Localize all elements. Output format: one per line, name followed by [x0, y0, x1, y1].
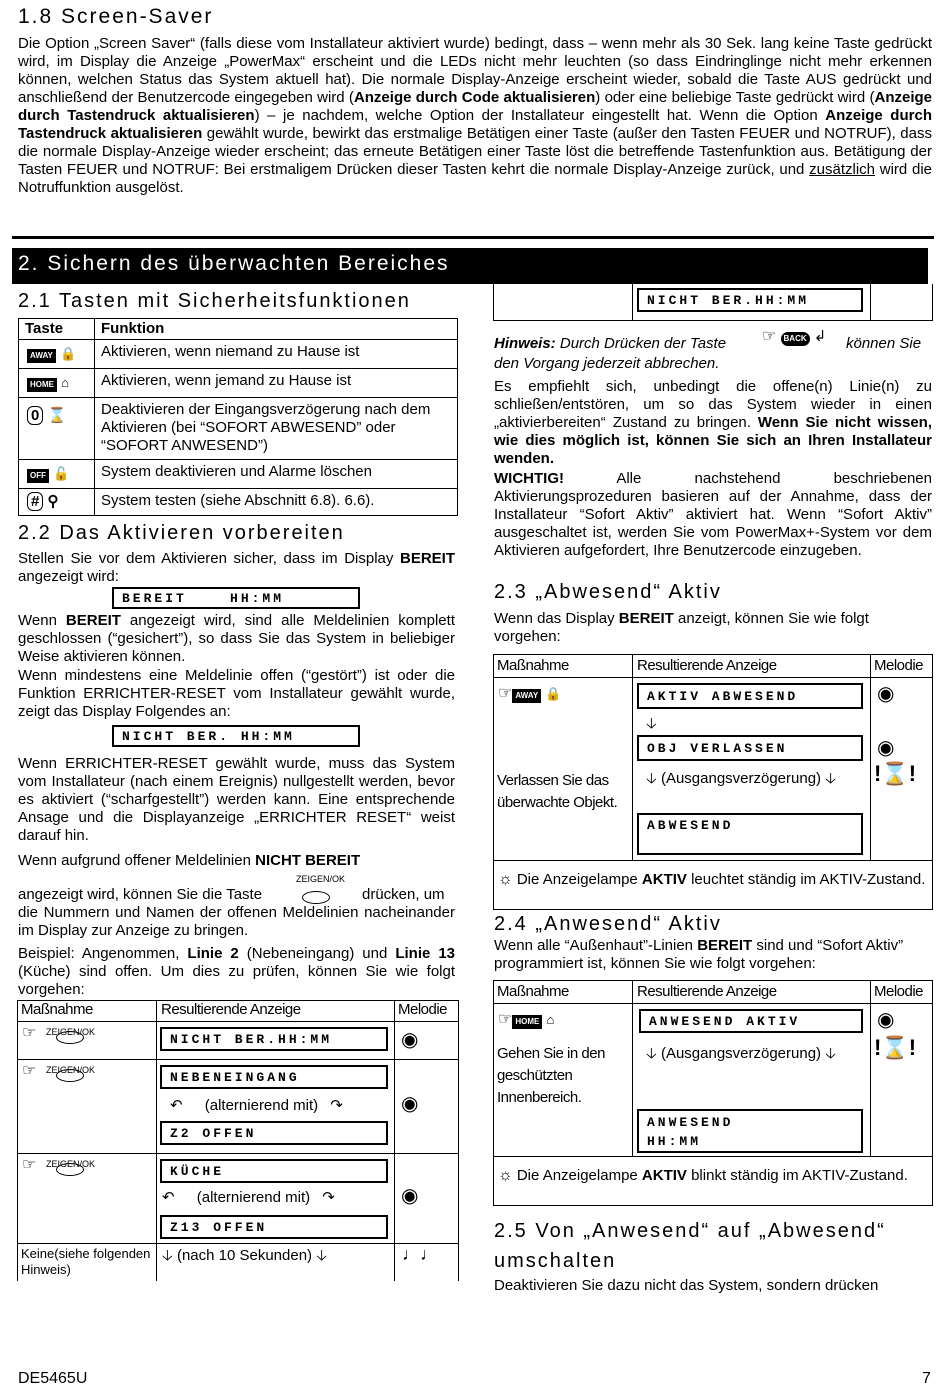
- away-key-icon: AWAY 🔒: [27, 345, 76, 363]
- lcd-kueche: KÜCHE: [160, 1159, 388, 1183]
- section-2-4-title: 2.4 „Anwesend“ Aktiv: [494, 913, 722, 935]
- hourglass-icon: !⌛!: [874, 761, 917, 786]
- hinweis: Hinweis: Durch Drücken der Taste: [494, 335, 727, 352]
- col-melodie: Melodie: [874, 657, 924, 674]
- lcd-anwesend-hhmm: ANWESEND HH:MM: [637, 1109, 863, 1153]
- col-funktion: Funktion: [101, 320, 165, 337]
- col-massnahme: Maßnahme: [497, 657, 569, 674]
- abwesend-table: [493, 654, 933, 861]
- lcd-bereit: BEREIT HH:MM: [112, 587, 360, 609]
- away-press-icon: ☞ AWAY 🔒: [498, 685, 562, 702]
- hinweis-end: den Vorgang jederzeit abbrechen.: [494, 355, 720, 372]
- speaker-icon: ◉: [877, 683, 895, 705]
- s24-p1: Wenn alle “Außenhaut”-Linien BEREIT sind und “Sofort Aktiv” programmiert ist, können Sie wie folgt vorgehen:: [494, 937, 904, 972]
- back-key-icon: ☞ BACK ↲: [762, 328, 827, 345]
- table-row: Aktivieren, wenn niemand zu Hause ist: [101, 343, 360, 360]
- lcd-nicht-bereit: NICHT BER. HH:MM: [112, 725, 360, 747]
- abwesend-note: [493, 859, 933, 910]
- hourglass-icon: !⌛!: [874, 1035, 917, 1060]
- section-2-2-title: 2.2 Das Aktivieren vorbereiten: [18, 522, 345, 544]
- section-2-title: 2. Sichern des überwachten Bereiches: [18, 252, 450, 275]
- zeigen-ok-key: ZEIGEN/OK: [296, 870, 345, 906]
- col-massnahme: Maßnahme: [497, 983, 569, 1000]
- col-anzeige: Resultierende Anzeige: [637, 983, 777, 1000]
- section-1-8-text: Die Option „Screen Saver“ (falls diese vom Installateur aktiviert wurde) bedingt, dass – wenn mehr als 30 Sek. lang keine Taste gedrückt wird, im Display die Anzeige „PowerMax“ erscheint und die LEDs nicht mehr leuchten (so dass Eindringlinge nicht mehr erkennen können, welchen Status das System aktuell hat). Die normale Display-Anzeige erscheint wieder, sobald die Taste AUS gedrückt und anschließend der Benutzercode eingegeben wird (Anzeige durch Code aktualisieren) oder eine beliebige Taste gedrückt wird (Anzeige durch Tastendruck aktualisieren) – je nachdem, welche Option der Installateur eingestellt hat. Wenn die Option Anzeige durch Tastendruck aktualisieren gewählt wurde, bewirkt das erstmalige Betätigen einer Taste (außer den Tasten FEUER und NOTRUF), dass die normale Display-Anzeige wieder erscheint; das erneute Betätigen einer Taste löst die betreffende Tastenfunktion aus. Betätigung der Tasten FEUER und NOTRUF: Bei erstmaligem Drücken dieser Tasten kehrt die normale Display-Anzeige zurück, und zusätzlich wird die Notruffunktion ausgelöst.: [18, 35, 932, 196]
- alternate-row: ↶ (alternierend mit) ↷: [170, 1097, 343, 1114]
- col-anzeige: Resultierende Anzeige: [637, 657, 777, 674]
- section-2-3-title: 2.3 „Abwesend“ Aktiv: [494, 581, 722, 603]
- section-2-banner: [12, 248, 928, 284]
- alternate-row: ↶ (alternierend mit) ↷: [162, 1189, 335, 1206]
- lcd-obj-verlassen: OBJ VERLASSEN: [637, 735, 863, 761]
- lcd-z13-offen: Z13 OFFEN: [160, 1215, 388, 1239]
- instant-key-icon: 0 ⌛: [27, 407, 66, 425]
- s22-p3: Wenn mindestens eine Meldelinie offen (“gestört”) ist oder die Funktion ERRICHTER-RESET vom Installateur gewählt wurde, zeigt das Display Folgendes an:: [18, 667, 455, 720]
- table-row: Aktivieren, wenn jemand zu Hause ist: [101, 372, 352, 389]
- ausgang: 🡣 (Ausgangsverzögerung) 🡣: [646, 1045, 836, 1062]
- s25-p1: Deaktivieren Sie dazu nicht das System, sondern drücken: [494, 1277, 879, 1294]
- table-row: Deaktivieren der Eingangsverzögerung nach dem Aktivieren (bei “SOFORT ABWESEND” oder “SOFORT ANWESEND”): [101, 401, 431, 454]
- verlassen-text: Verlassen Sie das überwachte Objekt.: [497, 772, 618, 811]
- lcd-z2-offen: Z2 OFFEN: [160, 1121, 388, 1145]
- note-text: ☼ Die Anzeigelampe AKTIV leuchtet ständig im AKTIV-Zustand.: [498, 871, 926, 888]
- table-row: System deaktivieren und Alarme löschen: [101, 463, 372, 480]
- s22-p5a: Wenn aufgrund offener Meldelinien NICHT BEREIT: [18, 852, 361, 869]
- test-key-icon: # ⚲: [27, 493, 59, 511]
- lcd-anwesend-aktiv: ANWESEND AKTIV: [639, 1009, 863, 1033]
- speaker-icon: ◉: [401, 1185, 419, 1207]
- s22-p2: Wenn BEREIT angezeigt wird, sind alle Meldelinien komplett geschlossen (“gesichert”), so dass Sie das System in beliebiger Weise aktivieren können.: [18, 612, 455, 665]
- section-1-8-title: 1.8 Screen-Saver: [18, 5, 214, 28]
- speaker-icon: ◉: [877, 1009, 895, 1031]
- ausgang: 🡣 (Ausgangsverzögerung) 🡣: [646, 770, 836, 787]
- lcd-nebeneingang: NEBENEINGANG: [160, 1065, 388, 1089]
- col-massnahme: Maßnahme: [21, 1001, 93, 1018]
- s22-p5c: angezeigt wird, können Sie die Taste: [18, 886, 263, 903]
- speaker-icon: ◉: [401, 1029, 419, 1051]
- s22-p5d: die Nummern und Namen der offenen Meldelinien nacheinander im Display zur Anzeige zu bringen.: [18, 904, 455, 939]
- anwesend-note: [493, 1155, 933, 1206]
- anwesend-table: [493, 980, 933, 1157]
- lcd-nicht-ber-2: NICHT BER.HH:MM: [160, 1027, 388, 1051]
- speaker-icon: ◉: [401, 1093, 419, 1115]
- col-melodie: Melodie: [874, 983, 924, 1000]
- gehen-text: Gehen Sie in den geschützten Innenbereich.: [497, 1045, 605, 1106]
- zeigen-key-2: ☞ ZEIGEN/OK: [22, 1061, 84, 1082]
- s22-p6: Beispiel: Angenommen, Linie 2 (Nebeneingang) und Linie 13 (Küche) sind offen. Um dies zu prüfen, können Sie wie folgt vorgehen:: [18, 945, 456, 998]
- example-table: [17, 1000, 459, 1281]
- home-press-icon: ☞ HOME ⌂: [498, 1011, 555, 1028]
- section-2-5-title: 2.5 Von „Anwesend“ auf „Abwesend“: [494, 1220, 886, 1242]
- note-text: ☼ Die Anzeigelampe AKTIV blinkt ständig im AKTIV-Zustand.: [498, 1167, 908, 1184]
- arrow-down: 🡣: [646, 715, 657, 732]
- speaker-icon: ◉: [877, 737, 895, 759]
- off-key-icon: OFF 🔓: [27, 465, 69, 483]
- page-number: 7: [922, 1370, 931, 1387]
- col-taste: Taste: [25, 320, 64, 337]
- keine-text: Keine(siehe folgenden Hinweis): [21, 1246, 151, 1277]
- melody-icon: ♩♩: [402, 1244, 438, 1264]
- divider: [12, 236, 934, 239]
- lcd-abwesend: ABWESEND: [637, 813, 863, 855]
- lcd-nicht-ber-top: NICHT BER.HH:MM: [637, 288, 863, 312]
- section-2-5-title-2: umschalten: [494, 1250, 617, 1272]
- zeigen-key-1: ☞ ZEIGEN/OK: [22, 1023, 84, 1044]
- s22-p4: Wenn ERRICHTER-RESET gewählt wurde, muss das System vom Installateur (nach einem Ereignis) nullgestellt werden, bevor es aktiviert (“scharfgestellt”) werden kann. Eine entsprechende Ansage und die Displayanzeige „ERRICHTER RESET“ weist darauf hin.: [18, 755, 455, 844]
- s22-p1: Stellen Sie vor dem Aktivieren sicher, dass im Display BEREIT angezeigt wird:: [18, 550, 455, 585]
- s22-p5d-start: drücken, um: [362, 886, 445, 903]
- col-anzeige: Resultierende Anzeige: [161, 1001, 301, 1018]
- hinweis-cont: können Sie: [846, 335, 922, 352]
- nach-10-sek: 🡣 (nach 10 Sekunden) 🡣: [162, 1247, 328, 1264]
- lcd-aktiv-abwesend: AKTIV ABWESEND: [637, 683, 863, 709]
- keys-table: [18, 318, 458, 516]
- continued-table: [493, 284, 933, 321]
- footer-doc: DE5465U: [18, 1370, 88, 1387]
- right-p2: WICHTIG! Alle nachstehend beschriebenen Aktivierungsprozeduren basieren auf der Annahme, dass der Installateur “Sofort Aktiv” aktiviert hat. Wenn “Sofort Aktiv” ausgeschaltet ist, werden Sie vom PowerMax+-System vor dem Aktivieren aufgefordert, Ihre Benutzercode einzugeben.: [494, 470, 932, 559]
- col-melodie: Melodie: [398, 1001, 448, 1018]
- section-2-1-title: 2.1 Tasten mit Sicherheitsfunktionen: [18, 290, 411, 312]
- s23-p1: Wenn das Display BEREIT anzeigt, können Sie wie folgt vorgehen:: [494, 610, 869, 645]
- table-row: System testen (siehe Abschnitt 6.8). 6.6).: [101, 492, 375, 509]
- zeigen-key-3: ☞ ZEIGEN/OK: [22, 1155, 84, 1176]
- right-p1: Es empfiehlt sich, unbedingt die offene(n) Linie(n) zu schließen/entstören, um so das System wieder in einen „aktivierbereiten“ Zustand zu bringen. Wenn Sie nicht wissen, wie dies möglich ist, können Sie sich an Ihren Installateur wenden.: [494, 378, 932, 467]
- home-key-icon: HOME ⌂: [27, 374, 69, 392]
